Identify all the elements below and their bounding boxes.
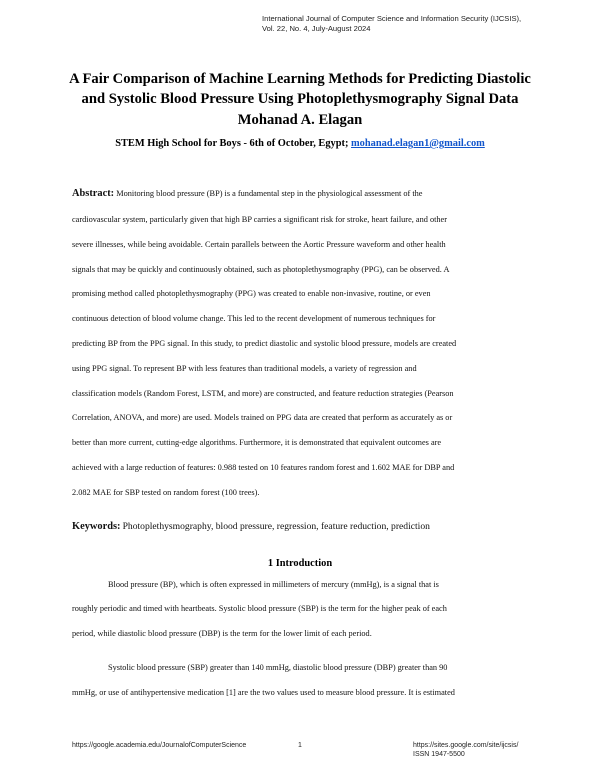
journal-header-line-2: Vol. 22, No. 4, July-August 2024 bbox=[262, 24, 371, 33]
paper-title bbox=[40, 69, 560, 109]
page-number: 1 bbox=[298, 742, 302, 749]
author-name: Mohanad A. Elagan bbox=[237, 112, 363, 128]
abstract-line: classification models (Random Forest, LSTM, and more) are constructed, and feature reduction strategies (Pearson bbox=[72, 389, 454, 398]
keywords-text: Photoplethysmography, blood pressure, regression, feature reduction, prediction bbox=[122, 521, 430, 532]
abstract-line: signals that may be quickly and continuously obtained, such as photoplethysmography (PPG), can be observed. A bbox=[72, 265, 450, 274]
abstract-label: Abstract: bbox=[72, 188, 115, 199]
abstract-line: promising method called photoplethysmography (PPG) was created to enable non-invasive, routine, or even bbox=[72, 289, 431, 298]
body-line: Blood pressure (BP), which is often expressed in millimeters of mercury (mmHg), is a signal that is bbox=[108, 580, 439, 589]
paper-title-line-2: and Systolic Blood Pressure Using Photoplethysmography Signal Data bbox=[81, 91, 519, 107]
abstract-line: severe illnesses, while being avoidable. Certain parallels between the Aortic Pressure waveform and other health bbox=[72, 240, 446, 249]
journal-header-line-1: International Journal of Computer Science and Information Security (IJCSIS), bbox=[262, 14, 522, 23]
section-heading: 1 Introduction bbox=[267, 558, 333, 569]
paper-title-line-1: A Fair Comparison of Machine Learning Methods for Predicting Diastolic bbox=[69, 71, 531, 87]
body-line: mmHg, or use of antihypertensive medication [1] are the two values used to measure blood pressure. It is estimated bbox=[72, 688, 455, 697]
abstract-line bbox=[72, 188, 422, 200]
author-email-link[interactable]: mohanad.elagan1@gmail.com bbox=[351, 138, 485, 149]
abstract-line: better than more current, cutting-edge algorithms. Furthermore, it is demonstrated that equivalent outcomes are bbox=[72, 438, 442, 447]
keywords-line bbox=[72, 521, 430, 533]
footer-right bbox=[413, 741, 518, 759]
abstract-line: achieved with a large reduction of features: 0.988 tested on 10 features random forest and 1.602 MAE for DBP and bbox=[72, 463, 455, 472]
body-line: period, while diastolic blood pressure (DBP) is the term for the lower limit of each period. bbox=[72, 629, 372, 638]
abstract-line: using PPG signal. To represent BP with less features than traditional models, a variety of regression and bbox=[72, 364, 417, 373]
abstract-text: Monitoring blood pressure (BP) is a fundamental step in the physiological assessment of the bbox=[116, 189, 423, 198]
body-line: Systolic blood pressure (SBP) greater than 140 mmHg, diastolic blood pressure (DBP) greater than 90 bbox=[108, 663, 448, 672]
footer-site-url[interactable]: https://sites.google.com/site/ijcsis/ bbox=[413, 742, 519, 749]
abstract-line: 2.082 MAE for SBP tested on random forest (100 trees). bbox=[72, 488, 260, 497]
abstract-line: Correlation, ANOVA, and more) are used. Models trained on PPG data are created that perform as accurately as or bbox=[72, 413, 453, 422]
footer-issn: ISSN 1947-5500 bbox=[413, 751, 465, 758]
keywords-label: Keywords: bbox=[72, 521, 121, 532]
abstract-line: predicting BP from the PPG signal. In this study, to predict diastolic and systolic blood pressure, models are created bbox=[72, 339, 457, 348]
body-line: roughly periodic and timed with heartbeats. Systolic blood pressure (SBP) is the term for the higher peak of each bbox=[72, 604, 447, 613]
author-affiliation bbox=[20, 137, 580, 151]
abstract-line: cardiovascular system, particularly given that high BP carries a significant risk for stroke, heart failure, and other bbox=[72, 215, 448, 224]
footer-academia-url[interactable]: https://google.academia.edu/JournalofComputerScience bbox=[72, 742, 247, 749]
abstract-line: continuous detection of blood volume change. This led to the recent development of numerous techniques for bbox=[72, 314, 436, 323]
journal-header bbox=[262, 14, 582, 34]
affiliation-text: STEM High School for Boys - 6th of October, Egypt; bbox=[115, 138, 349, 149]
